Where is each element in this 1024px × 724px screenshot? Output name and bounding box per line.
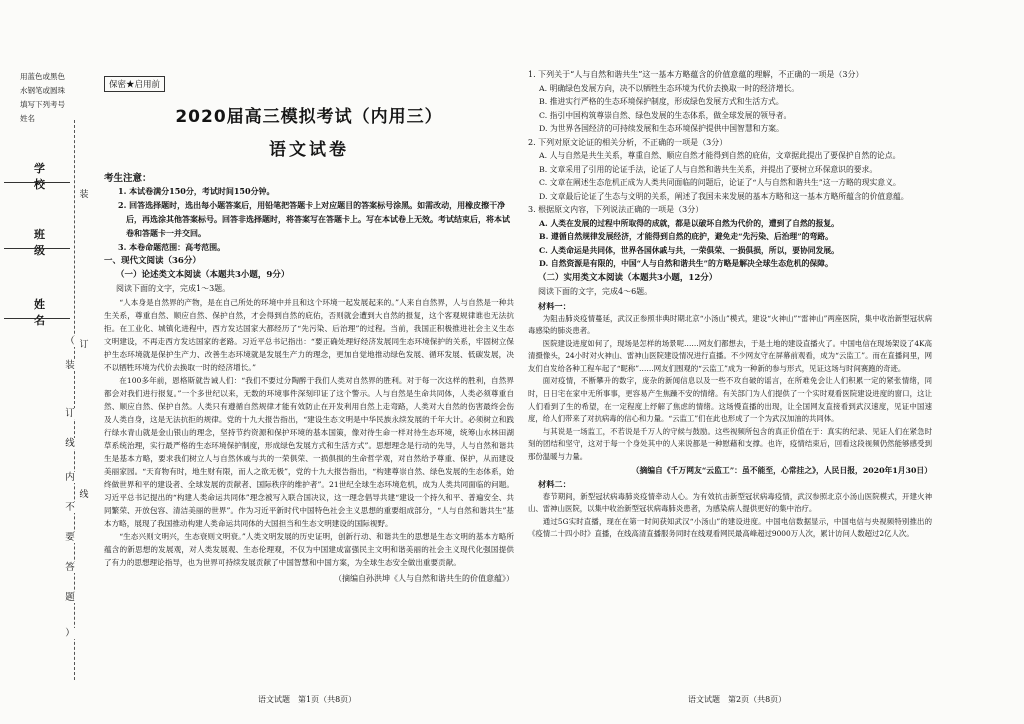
passage-paragraph: “人本身是自然界的产物，是在自己所处的环境中并且和这个环境一起发展起来的。”人来自自然界，人与自然是一种共生关系，尊重自然、顺应自然、保护自然，才会得到自然的庇佑，否则就会遭到大自然的报复，这个客观规律谁也无法抗拒。在工业化、城镇化进程中，西方发达国家大都经历了“先污染、后治理”的过程。当前，我国正积极推进社会主义生态文明建设，不再走西方发达国家的老路。习近平总书记指出：“要正确处理好经济发展同生态环境保护的关系，牢固树立保护生态环境就是保护生产力、改善生态环境就是发展生产力的理念，更加自觉地推动绿色发展、循环发展、低碳发展，决不以牺牲环境为代价去换取一时的经济增长。” xyxy=(104,298,514,372)
margin-note-line: 水钢笔或圆珠 xyxy=(20,86,65,95)
margin-note-line: 填写下列考号 xyxy=(20,100,65,109)
answer-option: D. 文章最后论证了生态与文明的关系，阐述了我国未来发展的基本方略和这一基本方略所蕴含的价值意蕴。 xyxy=(539,191,909,201)
answer-option: D. 为世界各国经济的可持续发展和生态环境保护提供中国智慧和方案。 xyxy=(539,124,784,133)
answer-option: D. 自然资源是有限的，中国“人与自然和谐共生”的方略是解决全球生态危机的保障。 xyxy=(539,259,833,268)
right-page xyxy=(528,68,932,541)
page-footer: 语文试题 第2页（共8页） xyxy=(688,695,787,704)
material-source: （摘编自《千万网友“云监工”：虽不能至，心常挂之》，人民日报，2020年1月30日） xyxy=(631,465,932,475)
section-heading: 一、现代文阅读（36分） xyxy=(104,256,201,266)
passage-paragraph: “生态兴则文明兴，生态衰则文明衰。”人类文明发展的历史证明，创新行动、和谐共生的思想是生态文明的基本方略所蕴含的新思想的发展观，对人类发展观、生态伦理观，不仅为中国建成富强民主文明和谐美丽的社会主义现代化强国提供了有力的思想理论指导，也为世界可持续发展贡献了中国智慧和中国方案，为全球生态安全做出重要贡献。 xyxy=(104,532,514,567)
margin-note-line: 用蓝色或黑色 xyxy=(20,72,65,81)
answer-option: A. 人与自然是共生关系，尊重自然、顺应自然才能得到自然的庇佑，文章据此提出了要保护自然的论点。 xyxy=(539,151,901,160)
answer-option: B. 文章采用了引用的论证手法，论证了人与自然和谐共生关系，并提出了要树立环保意识的要求。 xyxy=(539,164,878,174)
question-stem: 1. 下列关于“人与自然和谐共生”这一基本方略蕴含的价值意蕴的理解，不正确的一项是（3分） xyxy=(528,70,864,79)
name-field-line xyxy=(4,318,70,319)
answer-option: A. 明确绿色发展方向，决不以牺牲生态环境为代价去换取一时的经济增长。 xyxy=(539,83,800,93)
binding-char: 内 xyxy=(65,472,75,483)
binding-char: 题 xyxy=(65,592,75,603)
note-item: 3. 本卷命题范围：高考范围。 xyxy=(118,242,226,252)
passage-source: （摘编自孙洪坤《人与自然和谐共生的价值意蕴》） xyxy=(334,574,514,583)
material-paragraph: 医院建设进度如何了，现场是怎样的场景呢……网友们都想去，于是土地的建设直播火了。中国电信在现场架设了4K高清摄像头，24小时对火神山、雷神山医院建设情况进行直播。不少网友守在屏幕前观看，成为“云监工”。而在直播间里，网友们自发给各种工程车起了“昵称”……网友们围观的“云监工”成为一种新的参与形式，见证这场与时间赛跑的奇迹。 xyxy=(528,338,932,373)
subsection-heading: （二）实用类文本阅读（本题共3小题，12分） xyxy=(538,272,718,283)
margin-instructions xyxy=(20,70,90,126)
binding-char: 答 xyxy=(65,562,75,573)
note-item: 1. 本试卷满分150分，考试时间150分钟。 xyxy=(118,186,275,196)
question-stem: 2. 下列对原文论证的相关分析，不正确的一项是（3分） xyxy=(528,137,728,147)
answer-option: B. 遵循自然规律发展经济，才能得到自然的庇护，避免走“先污染、后治理”的弯路。 xyxy=(539,232,833,241)
notes-heading: 考生注意： xyxy=(104,173,152,184)
subsection-heading: （一）论述类文本阅读（本题共3小题，9分） xyxy=(116,270,290,280)
note-item: 2. 回答选择题时，选出每小题答案后，用铅笔把答题卡上对应题目的答案标号涂黑。如需改动，用橡皮擦干净后，再选涂其他答案标号。回答非选择题时，将答案写在答题卡上。写在本试卷上无效。考试结束后，将本试卷和答题卡一并交回。 xyxy=(118,200,510,238)
binding-char: （ xyxy=(65,336,75,347)
confidential-badge: 保密★启用前 xyxy=(104,76,165,92)
school-label: 学 校 xyxy=(34,162,84,191)
side-char: 线 xyxy=(79,490,89,500)
reading-instruction: 阅读下面的文字，完成4～6题。 xyxy=(538,286,653,296)
answer-option: A. 人类在发展的过程中所取得的成就，都是以破坏自然为代价的，遭到了自然的报复。 xyxy=(539,218,839,228)
binding-char: 要 xyxy=(65,532,75,543)
passage-paragraph: 在100多年前，恩格斯就告诫人们：“我们不要过分陶醉于我们人类对自然界的胜利。对于每一次这样的胜利，自然界都会对我们进行报复。”一个多世纪以来，无数的环境事件深刻印证了这个警示。人与自然是生命共同体，人类必须尊重自然、顺应自然、保护自然。人类只有遵循自然规律才能有效防止在开发利用自然上走弯路，人类对大自然的伤害最终会伤及人类自身，这是无法抗拒的规律。党的十九大报告指出，“建设生态文明是中华民族永续发展的千年大计。必须树立和践行绿水青山就是金山银山的理念，坚持节约资源和保护环境的基本国策，像对待生命一样对待生态环境，统筹山水林田湖草系统治理，实行最严格的生态环境保护制度，形成绿色发展方式和生活方式”。思想理念是行动的先导，人与自然和谐共生是基本方略，要求我们树立人与自然休戚与共的一荣俱荣、一损俱损的生命哲学观，对自然给予尊重、保护，从而建设美丽家园。“天育物有时，地生财有限，而人之欲无极”，党的十九大报告指出，“构建尊崇自然、绿色发展的生态体系，始终做世界和平的建设者、全球发展的贡献者、国际秩序的维护者”。21世纪全球生态环境危机，成为人类共同面临的问题。习近平总书记提出的“构建人类命运共同体”理念被写入联合国决议，这一理念倡导共建“建设一个持久和平、普遍安全、共同繁荣、开放包容、清洁美丽的世界”。作为习近平新时代中国特色社会主义思想的重要组成部分，“人与自然和谐共生”基本方略，展现了我国推动构建人类命运共同体的大国担当和生态文明建设的国际视野。 xyxy=(104,376,514,528)
question-stem: 3. 根据原文内容，下列说法正确的一项是（3分） xyxy=(528,205,704,214)
binding-char: 订 xyxy=(65,408,75,419)
binding-char: 不 xyxy=(65,502,75,513)
binding-margin xyxy=(0,0,88,724)
margin-note-line: 姓名 xyxy=(20,114,35,123)
binding-char: 装 xyxy=(65,360,75,371)
subject-title: 语文试卷 xyxy=(269,140,349,160)
material-paragraph: 通过5G实时直播，现在在第一时间获知武汉“小汤山”的建设进度。中国电信数据显示，中国电信与央视频特别推出的《疫情二十四小时》直播，在线高清直播服务同时在线观看网民最高峰超过9000万人次，累计访问人数超过2亿人次。 xyxy=(528,516,932,539)
page-footer: 语文试题 第1页（共8页） xyxy=(258,695,357,704)
answer-option: C. 指引中国构筑尊崇自然、绿色发展的生态体系，做全球发展的领导者。 xyxy=(539,110,792,120)
material-label: 材料一： xyxy=(538,300,571,311)
material-paragraph: 春节期间，新型冠状病毒肺炎疫情牵动人心。为有效抗击新型冠状病毒疫情，武汉参照北京小汤山医院模式，开建火神山、雷神山医院，以集中收治新型冠状病毒肺炎患者，为感染病人提供更好的集中治疗。 xyxy=(528,491,932,514)
reading-instruction: 阅读下面的文字，完成1～3题。 xyxy=(116,284,231,293)
material-label: 材料二： xyxy=(538,478,571,489)
answer-option: C. 人类命运是共同体，世界各国休戚与共，一荣俱荣、一损俱损，所以，要协同发展。 xyxy=(539,245,839,255)
material-paragraph: 面对疫情，不断攀升的数字，庞杂的新闻信息以及一些不攻自破的谣言，在所难免会让人们积累一定的紧张情绪，同时，日日宅在家中无所事事，更容易产生焦躁不安的情绪。有关部门为人们提供了一个实时观看医院建设进度的窗口，这让人们看到了生的希望，在一定程度上纾解了焦虑的情绪。这场慢直播的出现，让全国网友直接看到武汉速度，见证中国速度，给人们带来了对抗病毒的信心和力量。“云监工”们在此也形成了一个为武汉加油的共同体。 xyxy=(528,376,932,424)
binding-char: 线 xyxy=(65,438,75,449)
answer-option: C. 文章在阐述生态危机正成为人类共同面临的问题后，论证了“人与自然和谐共生”这一方略的现实意义。 xyxy=(539,178,901,187)
material-paragraph: 为阻击肺炎疫情蔓延，武汉正参照非典时期北京“小汤山”模式，建设“火神山”“雷神山”两座医院，集中收治新型冠状病毒感染的肺炎患者。 xyxy=(528,313,932,336)
answer-option: B. 推进实行严格的生态环境保护制度，形成绿色发展方式和生活方式。 xyxy=(539,97,784,106)
binding-char: ） xyxy=(65,628,75,639)
class-field-line xyxy=(4,248,70,249)
side-char: 订 xyxy=(79,340,89,350)
school-field-line xyxy=(4,182,70,183)
class-label: 班 级 xyxy=(34,228,84,257)
left-page xyxy=(104,72,514,586)
material-paragraph: 与其说是一场监工，不若说是千万人的守候与鼓励。这些视频所包含的真正价值在于：真实的纪录、见证人们在紧急时刻的团结和坚守，这对于每一个身处其中的人来说都是一种慰藉和支撑。也许，疫情结束后，回看这段视频仍然能够感受到那份温暖与力量。 xyxy=(528,426,932,462)
name-label: 姓 名 xyxy=(34,298,84,327)
side-char: 装 xyxy=(79,190,89,200)
exam-title: 2020届高三模拟考试（内用三） xyxy=(175,107,443,127)
